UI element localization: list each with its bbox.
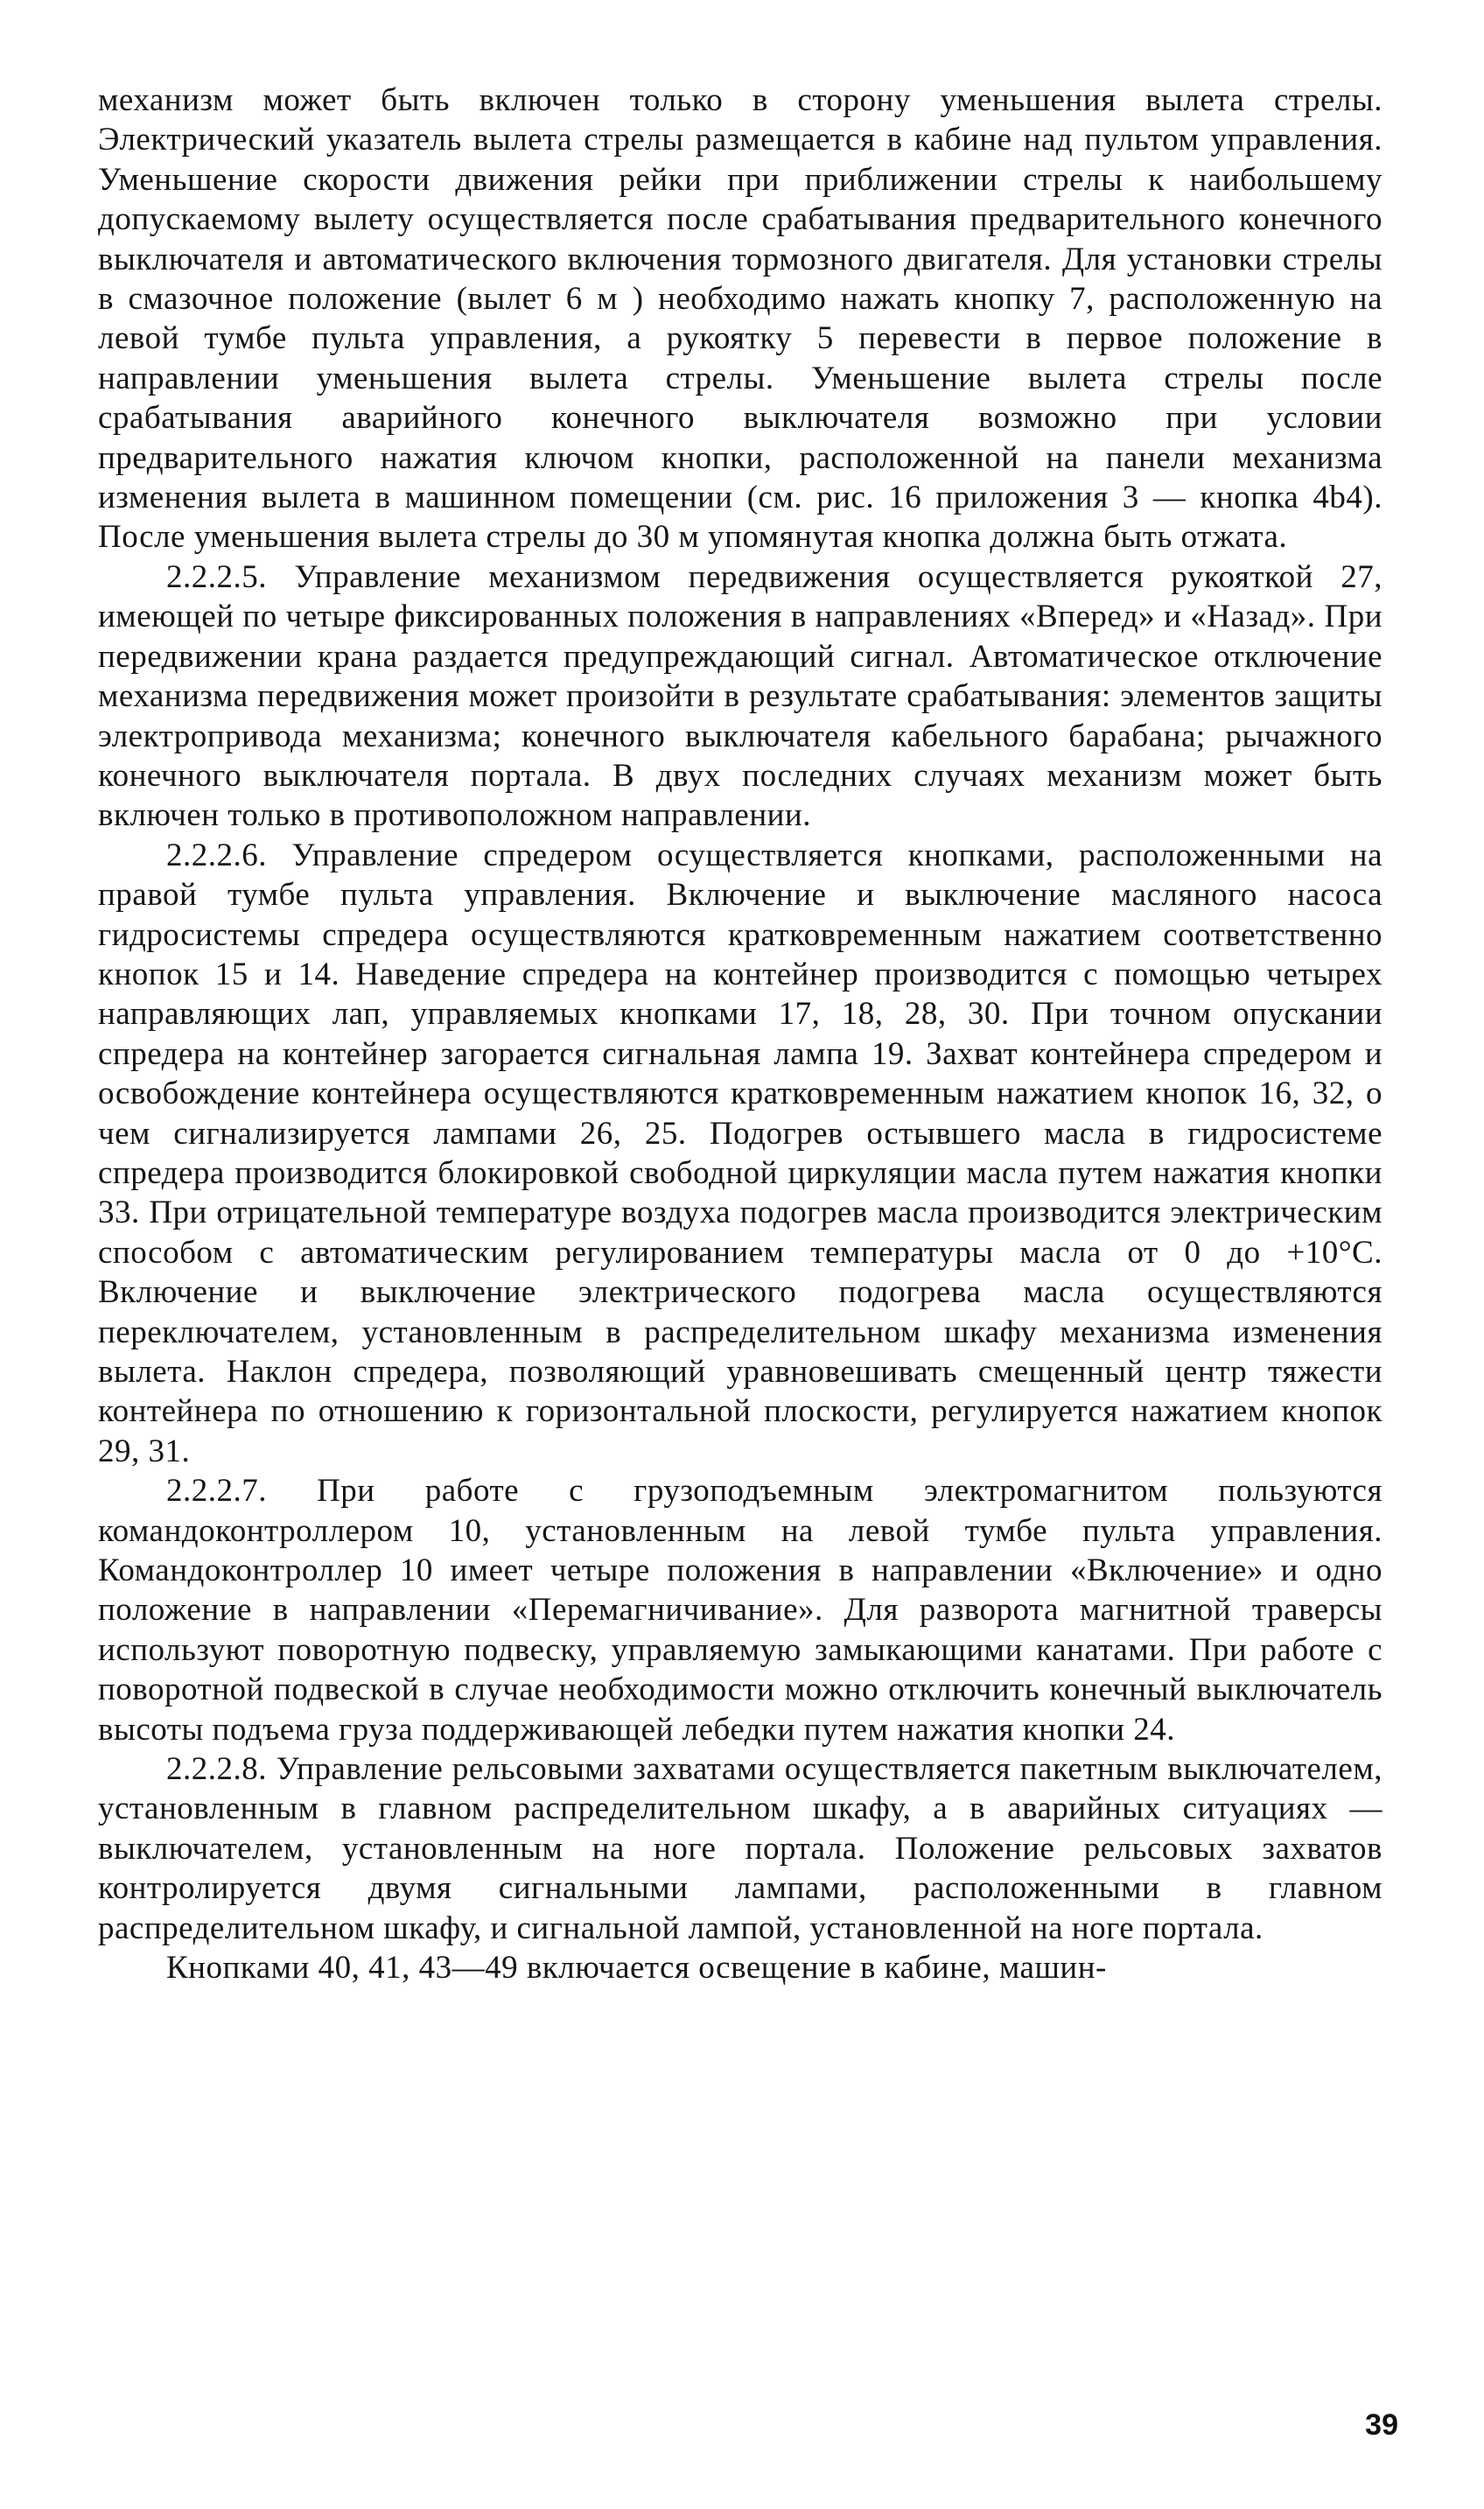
paragraph-2-2-2-6: 2.2.2.6. Управление спредером осуществляется кнопками, расположенными на правой тумбе пульта управления. Включение и выключение масляного насоса гидросистемы спредера осуществляются кратковременным нажатием соответственно кнопок 15 и 14. Наведение спредера на контейнер производится с помощью четырех направляющих лап, управляемых кнопками 17, 18, 28, 30. При точном опускании спредера на контейнер загорается сигнальная лампа 19. Захват контейнера спредером и освобождение контейнера осуществляются кратковременным нажатием кнопок 16, 32, о чем сигнализируется лампами 26, 25. Подогрев остывшего масла в гидросистеме спредера производится блокировкой свободной циркуляции масла путем нажатия кнопки 33. При отрицательной температуре воздуха подогрев масла производится электрическим способом с автоматическим регулированием температуры масла от 0 до +10°С. Включение и выключение электрического подогрева масла осуществляются переключателем, установленным в распределительном шкафу механизма изменения вылета. Наклон спредера, позволяющий уравновешивать смещенный центр тяжести контейнера по отношению к горизонтальной плоскости, регулируется нажатием кнопок 29, 31. — [98, 837, 1382, 1469]
paragraph-2-2-2-8: 2.2.2.8. Управление рельсовыми захватами осуществляется пакетным выключателем, установленным в главном распределительном шкафу, а в аварийных ситуациях — выключателем, установленным на ноге портала. Положение рельсовых захватов контролируется двумя сигнальными лампами, расположенными в главном распределительном шкафу, и сигнальной лампой, установленной на ноге портала. — [98, 1751, 1382, 1946]
paragraph-lighting-buttons: Кнопками 40, 41, 43—49 включается освещение в кабине, машин- — [166, 1950, 1107, 1987]
paragraph-2-2-2-5: 2.2.2.5. Управление механизмом передвижения осуществляется рукояткой 27, имеющей по четыре фиксированных положения в направлениях «Вперед» и «Назад». При передвижении крана раздается предупреждающий сигнал. Автоматическое отключение механизма передвижения может произойти в результате срабатывания: элементов защиты электропривода механизма; конечного выключателя кабельного барабана; рычажного конечного выключателя портала. В двух последних случаях механизм может быть включен только в противоположном направлении. — [98, 558, 1382, 834]
body-text — [98, 81, 1382, 1988]
page-number: 39 — [1365, 2408, 1398, 2442]
paragraph-continuation: механизм может быть включен только в сторону уменьшения вылета стрелы. Электрический указатель вылета стрелы размещается в кабине над пультом управления. Уменьшение скорости движения рейки при приближении стрелы к наибольшему допускаемому вылету осуществляется после срабатывания предварительного конечного выключателя и автоматического включения тормозного двигателя. Для установки стрелы в смазочное положение (вылет 6 м ) необходимо нажать кнопку 7, расположенную на левой тумбе пульта управления, а рукоятку 5 перевести в первое положение в направлении уменьшения вылета стрелы. Уменьшение вылета стрелы после срабатывания аварийного конечного выключателя возможно при условии предварительного нажатия ключом кнопки, расположенной на панели механизма изменения вылета в машинном помещении (см. рис. 16 приложения 3 — кнопка 4b4). После уменьшения вылета стрелы до 30 м упомянутая кнопка должна быть отжата. — [98, 82, 1382, 556]
paragraph-2-2-2-7: 2.2.2.7. При работе с грузоподъемным электромагнитом пользуются командоконтроллером 10, установленным на левой тумбе пульта управления. Командоконтроллер 10 имеет четыре положения в направлении «Включение» и одно положение в направлении «Перемагничивание». Для разворота магнитной траверсы используют поворотную подвеску, управляемую замыкающими канатами. При работе с поворотной подвеской в случае необходимости можно отключить конечный выключатель высоты подъема груза поддерживающей лебедки путем нажатия кнопки 24. — [98, 1473, 1382, 1748]
